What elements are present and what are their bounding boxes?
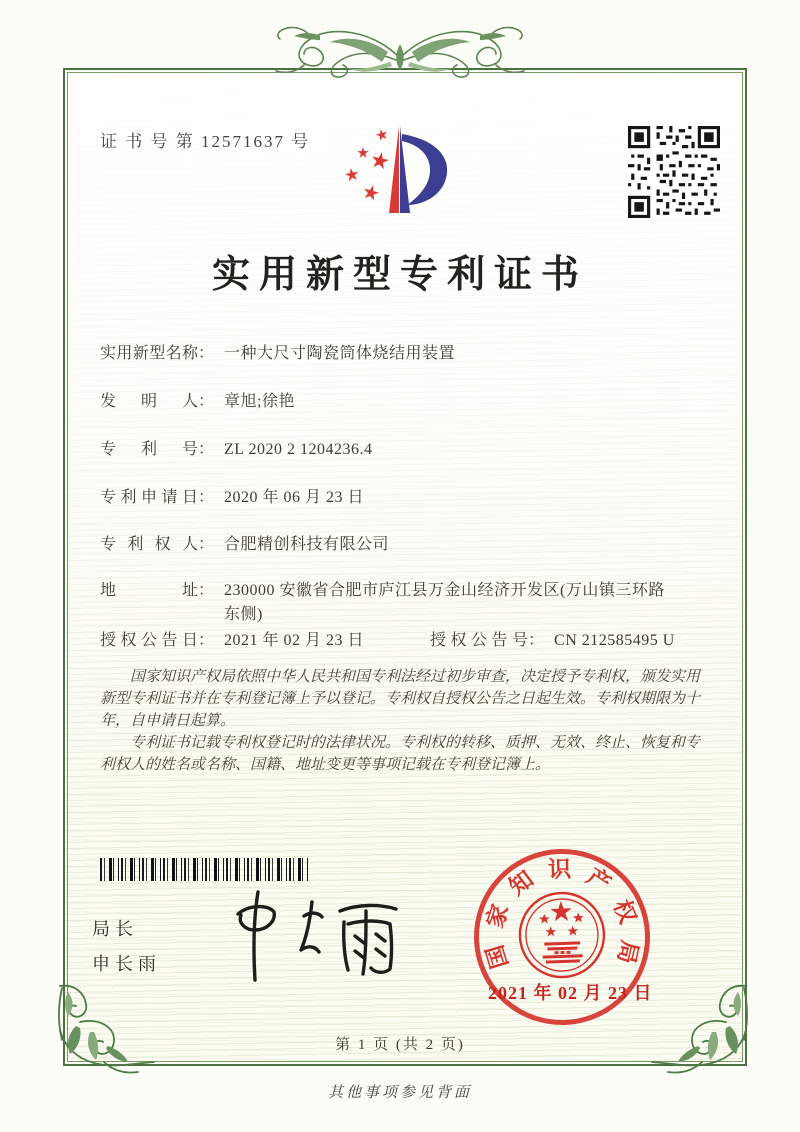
field-label: 专利权人 (100, 536, 198, 553)
field-colon: ： (198, 345, 215, 362)
field-colon: ： (528, 632, 545, 649)
seal-date: 2021 年 02 月 23 日 (488, 983, 653, 1003)
field-label: 授权公告号 (430, 632, 529, 649)
field-label: 专利号 (100, 441, 198, 458)
seal-char: 权 (608, 896, 641, 928)
field-colon: ： (198, 536, 215, 553)
seal-char: 知 (504, 866, 539, 900)
field-colon: ： (198, 441, 215, 458)
qr-code-icon (628, 126, 720, 218)
field-value: 2021 年 02 月 23 日 (224, 632, 365, 649)
page-indicator: 第 1 页 (共 2 页) (335, 1037, 465, 1053)
field-value: 230000 安徽省合肥市庐江县万金山经济开发区(万山镇三环路东侧) (224, 582, 665, 623)
certificate-title: 实用新型专利证书 (211, 254, 588, 296)
seal-char: 识 (547, 856, 572, 883)
field-label: 授权公告日 (100, 632, 198, 649)
field-label: 地址 (100, 582, 198, 599)
field-value: CN 212585495 U (554, 632, 675, 649)
top-flourish-ornament-icon (268, 16, 532, 92)
see-reverse-note: 其他事项参见背面 (327, 1085, 472, 1101)
legal-statement (100, 666, 714, 776)
field-colon: ： (198, 582, 215, 599)
field-row-invention-name (100, 342, 455, 366)
legal-paragraph-1: 国家知识产权局依照中华人民共和国专利法经过初步审查，决定授予专利权，颁发实用新型专利证书并在专利登记簿上予以登记。专利权自授权公告之日起生效。专利权期限为十年，自申请日起算。 (100, 669, 701, 729)
field-colon: ： (198, 489, 215, 506)
field-row-inventor (100, 390, 295, 414)
legal-paragraph-2: 专利证书记载专利权登记时的法律状况。专利权的转移、质押、无效、终止、恢复和专利权人的姓名或名称、国籍、地址变更等事项记载在专利登记簿上。 (100, 735, 701, 773)
seal-char: 产 (582, 863, 616, 898)
field-row-filing-date (100, 486, 364, 510)
national-emblem-icon (512, 883, 612, 990)
certificate-number: 证 书 号 第 12571637 号 (100, 132, 311, 151)
field-row-grant-date (100, 629, 675, 653)
field-value: 章旭;徐艳 (224, 393, 295, 410)
bottom-left-flourish-ornament-icon (50, 982, 156, 1078)
seal-char: 家 (482, 901, 514, 931)
bottom-right-flourish-ornament-icon (650, 982, 756, 1078)
field-row-patentee (100, 533, 389, 557)
field-value: 2020 年 06 月 23 日 (224, 489, 365, 506)
field-label: 专利申请日 (100, 489, 198, 506)
field-row-address (100, 579, 672, 627)
officer-role: 局长 (92, 919, 138, 939)
officer-name: 申长雨 (92, 954, 161, 974)
field-label: 发明人 (100, 393, 198, 410)
barcode (100, 858, 308, 881)
field-row-grant-number (430, 629, 675, 653)
director-signature-icon (222, 884, 412, 992)
field-row-patent-number (100, 438, 372, 462)
field-colon: ： (198, 632, 215, 649)
field-value: 一种大尺寸陶瓷筒体烧结用装置 (224, 345, 456, 362)
seal-char: 国 (482, 942, 513, 972)
field-colon: ： (198, 393, 215, 410)
field-value: ZL 2020 2 1204236.4 (224, 441, 373, 458)
cnipa-logo-icon (330, 112, 465, 227)
field-label: 实用新型名称 (100, 345, 198, 362)
seal-char: 局 (613, 938, 643, 967)
field-value: 合肥精创科技有限公司 (224, 536, 390, 553)
